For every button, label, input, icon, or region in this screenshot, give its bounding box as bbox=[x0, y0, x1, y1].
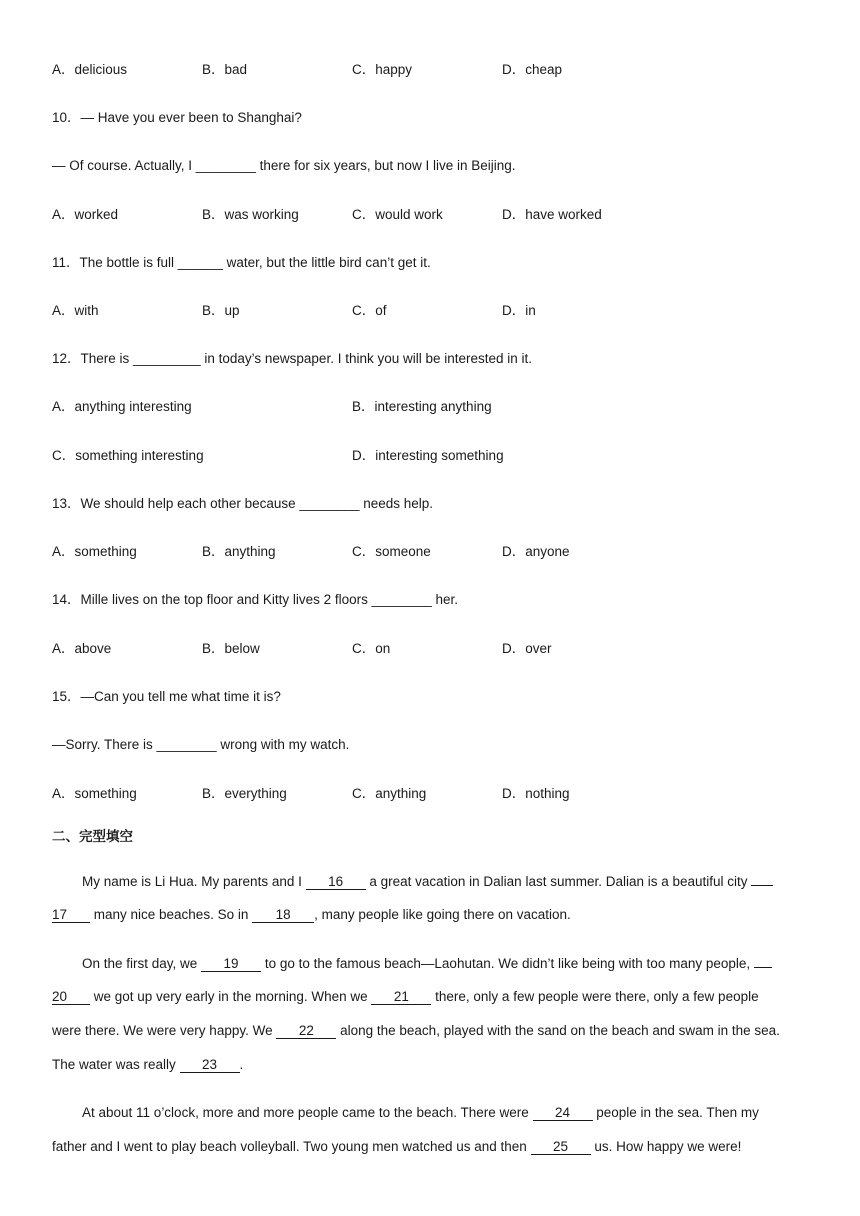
blank-22[interactable]: 22 bbox=[276, 1023, 336, 1039]
option-a: A．anything interesting bbox=[52, 399, 192, 414]
option-b: B．bad bbox=[202, 62, 248, 77]
blank-17-start bbox=[751, 885, 773, 886]
text: were there. We were very happy. We bbox=[52, 1023, 277, 1038]
paragraph-line bbox=[52, 873, 808, 891]
text: us. How happy we were! bbox=[590, 1139, 742, 1154]
question-10-stem: 10．— Have you ever been to Shanghai? bbox=[52, 110, 302, 125]
text: to go to the famous beach—Laohutan. We didn’t like being with too many people, bbox=[261, 956, 754, 971]
option-a: A．worked bbox=[52, 207, 119, 222]
paragraph-line bbox=[52, 1056, 808, 1074]
option-b: B．up bbox=[202, 303, 240, 318]
text: people in the sea. Then my bbox=[592, 1105, 759, 1120]
blank-17[interactable]: 17 bbox=[52, 907, 90, 923]
blank-18[interactable]: 18 bbox=[252, 907, 314, 923]
option-a: A．something bbox=[52, 544, 137, 559]
option-a: A．above bbox=[52, 641, 112, 656]
blank-20[interactable]: 20 bbox=[52, 989, 90, 1005]
question-12-stem: 12．There is _________ in today’s newspaper. I think you will be interested in it. bbox=[52, 351, 533, 366]
section-title: 二、完型填空 bbox=[52, 829, 133, 844]
option-c: C．something interesting bbox=[52, 448, 204, 463]
text: . bbox=[239, 1057, 244, 1072]
paragraph-line bbox=[52, 1022, 808, 1040]
option-c: C．would work bbox=[352, 207, 443, 222]
option-a: A．with bbox=[52, 303, 99, 318]
text: My name is Li Hua. My parents and I bbox=[82, 874, 306, 889]
blank-21[interactable]: 21 bbox=[371, 989, 431, 1005]
option-d: D．in bbox=[502, 303, 536, 318]
question-13-stem: 13．We should help each other because ________ needs help. bbox=[52, 496, 434, 511]
question-11-stem: 11．The bottle is full ______ water, but the little bird can’t get it. bbox=[52, 255, 431, 270]
text: , many people like going there on vacation. bbox=[314, 907, 571, 922]
question-15-stem-reply: —Sorry. There is ________ wrong with my watch. bbox=[52, 737, 350, 752]
option-c: C．on bbox=[352, 641, 391, 656]
paragraph-line bbox=[52, 988, 808, 1006]
text: we got up very early in the morning. When we bbox=[90, 989, 372, 1004]
option-b: B．anything bbox=[202, 544, 276, 559]
blank-20-start bbox=[754, 967, 772, 968]
text: On the first day, we bbox=[82, 956, 202, 971]
question-15-stem: 15．—Can you tell me what time it is? bbox=[52, 689, 281, 704]
option-b: B．was working bbox=[202, 207, 299, 222]
text: along the beach, played with the sand on the beach and swam in the sea. bbox=[336, 1023, 780, 1038]
question-10-stem-reply: — Of course. Actually, I ________ there for six years, but now I live in Beijing. bbox=[52, 158, 516, 173]
option-d: D．anyone bbox=[502, 544, 570, 559]
option-b: B．below bbox=[202, 641, 260, 656]
text: many nice beaches. So in bbox=[90, 907, 253, 922]
blank-24[interactable]: 24 bbox=[533, 1105, 593, 1121]
option-a: A．delicious bbox=[52, 62, 128, 77]
blank-23[interactable]: 23 bbox=[180, 1057, 240, 1073]
option-d: D．over bbox=[502, 641, 552, 656]
option-a: A．something bbox=[52, 786, 137, 801]
paragraph-line bbox=[52, 1138, 808, 1156]
paragraph-line bbox=[52, 906, 808, 924]
paragraph-line bbox=[52, 1104, 808, 1122]
option-c: C．of bbox=[352, 303, 387, 318]
option-b: B．everything bbox=[202, 786, 287, 801]
option-d: D．cheap bbox=[502, 62, 563, 77]
option-c: C．someone bbox=[352, 544, 431, 559]
option-d: D．nothing bbox=[502, 786, 570, 801]
option-b: B．interesting anything bbox=[352, 399, 492, 414]
text: The water was really bbox=[52, 1057, 180, 1072]
text: At about 11 o’clock, more and more people came to the beach. There were bbox=[82, 1105, 533, 1120]
blank-16[interactable]: 16 bbox=[306, 874, 366, 890]
question-14-stem: 14．Mille lives on the top floor and Kitty lives 2 floors ________ her. bbox=[52, 592, 458, 607]
option-d: D．interesting something bbox=[352, 448, 504, 463]
text: a great vacation in Dalian last summer. Dalian is a beautiful city bbox=[365, 874, 752, 889]
option-d: D．have worked bbox=[502, 207, 602, 222]
text: father and I went to play beach volleyball. Two young men watched us and then bbox=[52, 1139, 531, 1154]
blank-19[interactable]: 19 bbox=[201, 956, 261, 972]
paragraph-line bbox=[52, 955, 808, 973]
blank-25[interactable]: 25 bbox=[531, 1139, 591, 1155]
option-c: C．happy bbox=[352, 62, 413, 77]
option-c: C．anything bbox=[352, 786, 427, 801]
text: there, only a few people were there, only a few people bbox=[431, 989, 759, 1004]
